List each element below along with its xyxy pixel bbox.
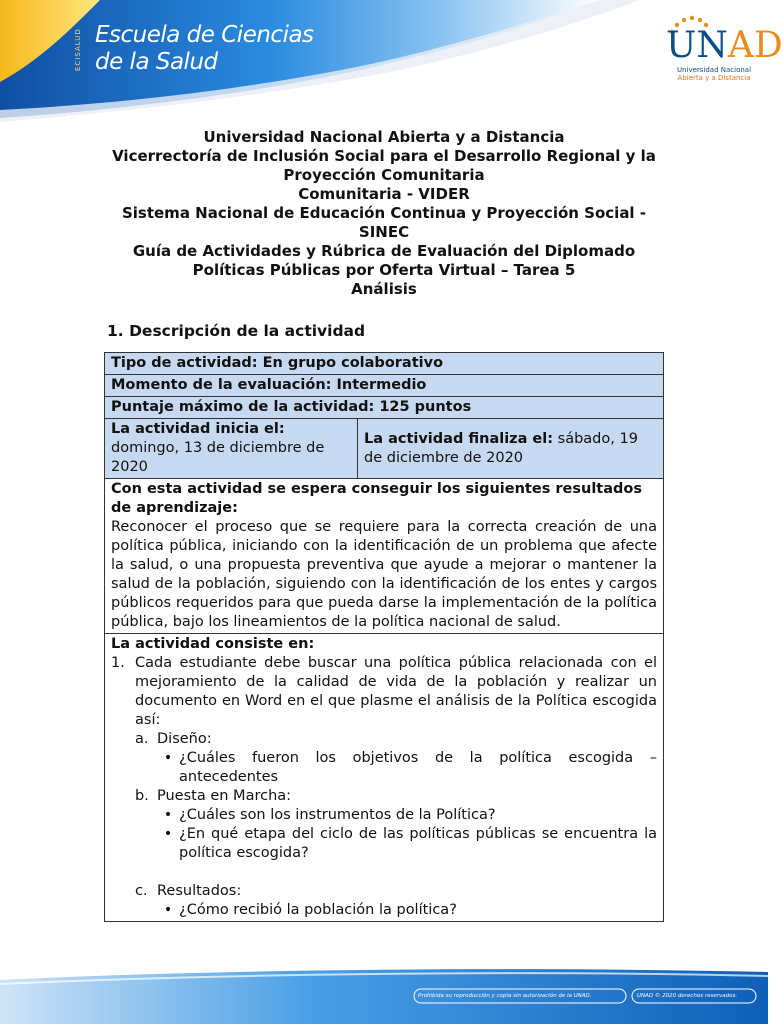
school-title xyxy=(95,22,314,76)
bullet-item xyxy=(157,901,657,920)
bullet-text: ¿Cómo recibió la población la política? xyxy=(179,902,457,918)
school-title-line2: de la Salud xyxy=(95,49,218,75)
bullet-text: ¿Cuáles son los instrumentos de la Política? xyxy=(179,807,496,823)
document-title xyxy=(100,128,668,299)
footer-banner xyxy=(0,962,768,1024)
activity-consists-label: La actividad consiste en: xyxy=(111,636,315,652)
logo-wordmark xyxy=(666,26,783,66)
bullet-icon: • xyxy=(163,902,173,918)
start-date-label: La actividad inicia el: xyxy=(111,421,285,437)
table-row xyxy=(105,353,664,375)
activity-type-cell: Tipo de actividad: En grupo colaborativo xyxy=(105,353,664,375)
sub-list-letter: b. xyxy=(135,788,149,804)
learning-outcomes-text: Reconocer el proceso que se requiere para la correcta creación de una política pública, iniciando con la identificación de un problema que afecte la salud, o una propuesta preventiva que ayude a mejorar o mantener la salud de la población, siguiendo con la identificación de los entes y cargos públicos requeridos para que pueda darse la implementación de la política pública, bajo los lineamientos de la política nacional de salud. xyxy=(111,519,657,630)
list-item xyxy=(111,654,657,730)
bullet-icon: • xyxy=(163,750,173,766)
sub-list-letter: a. xyxy=(135,731,149,747)
start-date-value: domingo, 13 de diciembre de 2020 xyxy=(111,440,325,475)
sub-list-letter: c. xyxy=(135,883,148,899)
bullet-icon: • xyxy=(163,807,173,823)
side-tag: ECISALUD xyxy=(74,28,82,72)
bullet-item xyxy=(157,825,657,863)
sub-list-text: Resultados: xyxy=(157,883,242,899)
learning-outcomes-cell xyxy=(105,479,664,634)
bullet-text: ¿En qué etapa del ciclo de las políticas públicas se encuentra la política escogida? xyxy=(179,826,657,861)
bullet-item xyxy=(157,806,657,825)
title-line: Comunitaria - VIDER xyxy=(298,185,470,203)
title-line: Sistema Nacional de Educación Continua y Proyección Social - xyxy=(121,204,647,222)
table-row xyxy=(105,375,664,397)
evaluation-moment-cell: Momento de la evaluación: Intermedio xyxy=(105,375,664,397)
list-number: 1. xyxy=(111,655,125,671)
sub-list-item-b xyxy=(135,787,657,806)
activity-table xyxy=(104,352,664,922)
logo-caption-line1: Universidad Nacional xyxy=(676,66,752,74)
table-row xyxy=(105,479,664,634)
title-line: Universidad Nacional Abierta y a Distancia xyxy=(203,128,565,146)
bullet-text: ¿Cuáles fueron los objetivos de la política escogida – antecedentes xyxy=(179,750,657,785)
logo-letters-main: UN xyxy=(666,25,728,66)
title-line: Análisis xyxy=(351,280,417,298)
logo-caption xyxy=(664,66,764,82)
sub-list-item-a xyxy=(135,730,657,749)
end-date-cell xyxy=(358,419,664,479)
footer-copy-notice: Prohibida su reproducción y copia sin autorización de la UNAD. xyxy=(418,993,592,999)
title-line: Guía de Actividades y Rúbrica de Evaluación del Diplomado xyxy=(132,242,636,260)
sub-list-item-c xyxy=(135,882,657,901)
bullet-icon: • xyxy=(163,826,173,842)
learning-outcomes-label: Con esta actividad se espera conseguir los siguientes resultados de aprendizaje: xyxy=(111,481,642,516)
sub-list-text: Diseño: xyxy=(157,731,212,747)
footer-rights: UNAD © 2020 derechos reservados. xyxy=(637,993,738,999)
activity-consists-cell xyxy=(105,634,664,922)
header-banner xyxy=(0,0,768,130)
title-line: Políticas Públicas por Oferta Virtual – Tarea 5 xyxy=(192,261,576,279)
list-item-text: Cada estudiante debe buscar una política pública relacionada con el mejoramiento de la calidad de vida de la población y realizar un documento en Word en el que plasme el análisis de la Política escogida así: xyxy=(135,655,657,728)
section-heading: 1. Descripción de la actividad xyxy=(107,322,366,340)
title-line: SINEC xyxy=(358,223,410,241)
logo-caption-line2: Abierta y a Distancia xyxy=(677,74,751,82)
unad-logo xyxy=(664,16,783,86)
end-date-value: sábado, 19 de diciembre de 2020 xyxy=(364,430,638,466)
max-score-cell: Puntaje máximo de la actividad: 125 puntos xyxy=(105,397,664,419)
sub-list-text: Puesta en Marcha: xyxy=(157,788,292,804)
table-row xyxy=(105,397,664,419)
start-date-cell xyxy=(105,419,358,479)
end-date-label: La actividad finaliza el: xyxy=(364,430,554,447)
logo-letters-accent: AD xyxy=(727,25,783,66)
bullet-item xyxy=(157,749,657,787)
table-row xyxy=(105,419,664,479)
title-line: Proyección Comunitaria xyxy=(283,166,485,184)
title-line: Vicerrectoría de Inclusión Social para el Desarrollo Regional y la xyxy=(112,147,656,165)
spacer xyxy=(111,863,657,882)
school-title-line1: Escuela de Ciencias xyxy=(95,22,314,48)
table-row xyxy=(105,634,664,922)
